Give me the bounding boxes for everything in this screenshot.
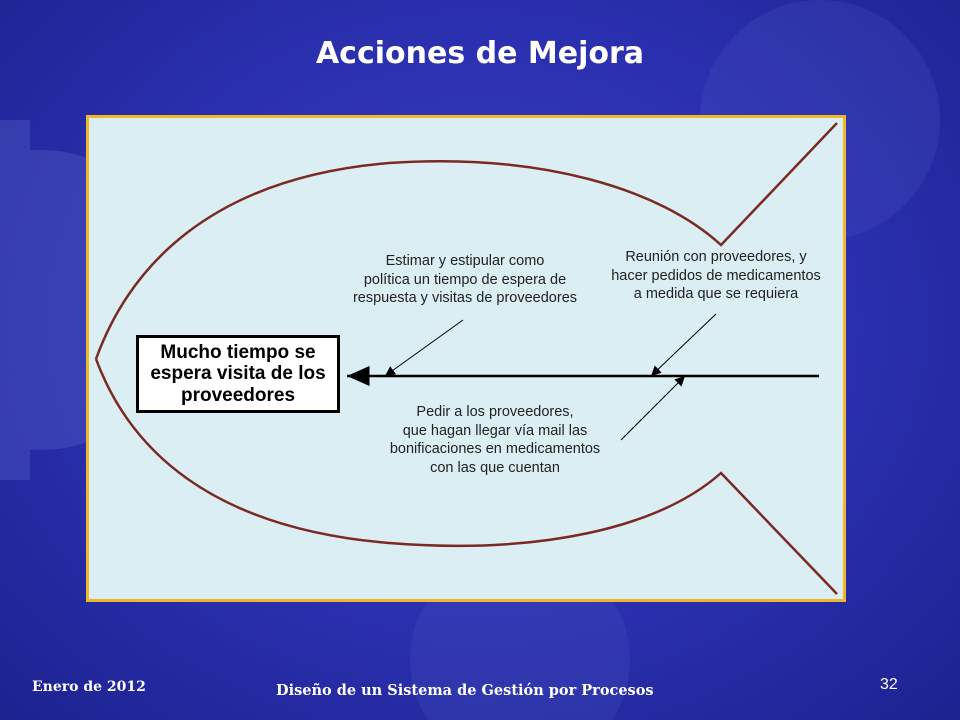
footer-title: Diseño de un Sistema de Gestión por Procesos [276, 682, 654, 699]
fish-outline-upper [96, 123, 837, 359]
footer-date: Enero de 2012 [32, 679, 146, 695]
problem-statement-box: Mucho tiempo se espera visita de los proveedores [136, 335, 340, 413]
page-number: 32 [880, 676, 898, 693]
cause-label-1: Estimar y estipular como política un tiempo de espera de respuesta y visitas de proveedores [352, 253, 578, 307]
slide-title: Acciones de Mejora [315, 36, 645, 71]
cause-label-2: Reunión con proveedores, y hacer pedidos de medicamentos a medida que se requiera [611, 249, 821, 303]
fishbone-diagram-panel [86, 115, 846, 602]
cause-arrow-2 [651, 314, 716, 376]
cause-arrow-1 [385, 320, 463, 376]
cause-label-3: Pedir a los proveedores, que hagan llegar vía mail las bonificaciones en medicamentos con las que cuentan [389, 404, 601, 476]
